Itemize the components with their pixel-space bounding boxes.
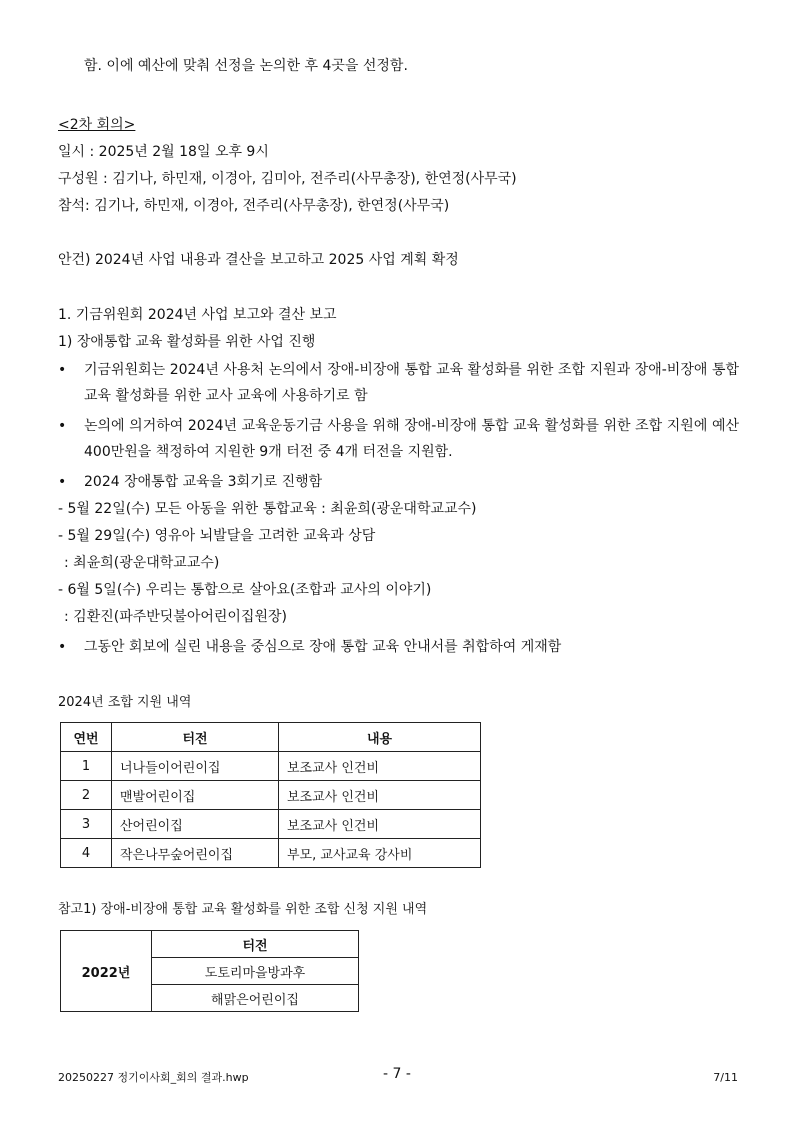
bullet-dot: •: [58, 474, 67, 490]
table-cell: 맨발어린이집: [112, 781, 279, 810]
table-row: [61, 839, 481, 868]
section-subtitle: 1) 장애통합 교육 활성화를 위한 사업 진행: [58, 334, 316, 350]
table-cell: 도토리마을방과후: [152, 958, 359, 985]
column-header: 내용: [279, 723, 481, 752]
reference-table: [60, 930, 359, 1012]
table-row: [61, 931, 359, 958]
bullet-dot: •: [58, 362, 67, 378]
column-header: 터전: [152, 931, 359, 958]
table-cell: 해맑은어린이집: [152, 985, 359, 1012]
footer-page-count: 7/11: [713, 1071, 738, 1084]
intro-line: 함. 이에 예산에 맞춰 선정을 논의한 후 4곳을 선정함.: [84, 58, 408, 74]
session-line: : 김환진(파주반딧불아어린이집원장): [64, 609, 287, 625]
bullet-text: 그동안 회보에 실린 내용을 중심으로 장애 통합 교육 안내서를 취합하여 게재함: [84, 639, 562, 655]
footer-filename: 20250227 정기이사회_회의 결과.hwp: [58, 1071, 249, 1084]
table-row: [61, 810, 481, 839]
table-cell: 작은나무숲어린이집: [112, 839, 279, 868]
bullet-dot: •: [58, 639, 67, 655]
year-cell: 2022년: [61, 931, 152, 1012]
bullet-dot: •: [58, 418, 67, 434]
bullet-text: 기금위원회는 2024년 사용처 논의에서 장애-비장애 통합 교육 활성화를 위한 조합 지원과 장애-비장애 통합 교육 활성화를 위한 교사 교육에 사용하기로 함: [84, 362, 739, 404]
session-line: - 6월 5일(수) 우리는 통합으로 살아요(조합과 교사의 이야기): [58, 582, 432, 598]
table-cell: 부모, 교사교육 강사비: [279, 839, 481, 868]
table-cell: 1: [61, 752, 112, 781]
meeting-attendees: 참석: 김기나, 하민재, 이경아, 전주리(사무총장), 한연정(사무국): [58, 198, 450, 214]
table-cell: 3: [61, 810, 112, 839]
reference-table-caption: 참고1) 장애-비장애 통합 교육 활성화를 위한 조합 신청 지원 내역: [58, 902, 428, 917]
table-cell: 보조교사 인건비: [279, 810, 481, 839]
table-cell: 산어린이집: [112, 810, 279, 839]
session-line: - 5월 22일(수) 모든 아동을 위한 통합교육 : 최윤희(광운대학교교수): [58, 501, 477, 517]
table-cell: 2: [61, 781, 112, 810]
meeting-members: 구성원 : 김기나, 하민재, 이경아, 김미아, 전주리(사무총장), 한연정(사무국): [58, 171, 517, 187]
table-header-row: [61, 723, 481, 752]
meeting-date: 일시 : 2025년 2월 18일 오후 9시: [58, 144, 269, 160]
column-header: 연번: [61, 723, 112, 752]
session-line: - 5월 29일(수) 영유아 뇌발달을 고려한 교육과 상담: [58, 528, 376, 544]
support-table: [60, 722, 481, 868]
session-line: : 최윤희(광운대학교교수): [64, 555, 220, 571]
agenda-line: 안건) 2024년 사업 내용과 결산을 보고하고 2025 사업 계획 확정: [58, 252, 459, 268]
table-cell: 보조교사 인건비: [279, 752, 481, 781]
column-header: 터전: [112, 723, 279, 752]
bullet-text: 2024 장애통합 교육을 3회기로 진행함: [84, 474, 323, 490]
footer-page-number: - 7 -: [383, 1066, 411, 1082]
table-row: [61, 781, 481, 810]
section-title: 1. 기금위원회 2024년 사업 보고와 결산 보고: [58, 307, 337, 323]
table-cell: 4: [61, 839, 112, 868]
table-cell: 너나들이어린이집: [112, 752, 279, 781]
table-cell: 보조교사 인건비: [279, 781, 481, 810]
bullet-text: 논의에 의거하여 2024년 교육운동기금 사용을 위해 장애-비장애 통합 교육 활성화를 위한 조합 지원에 예산 400만원을 책정하여 지원한 9개 터전 중 4개 터전을 지원함.: [84, 418, 739, 460]
support-table-caption: 2024년 조합 지원 내역: [58, 695, 192, 710]
meeting-heading: <2차 회의>: [58, 117, 136, 133]
table-row: [61, 752, 481, 781]
